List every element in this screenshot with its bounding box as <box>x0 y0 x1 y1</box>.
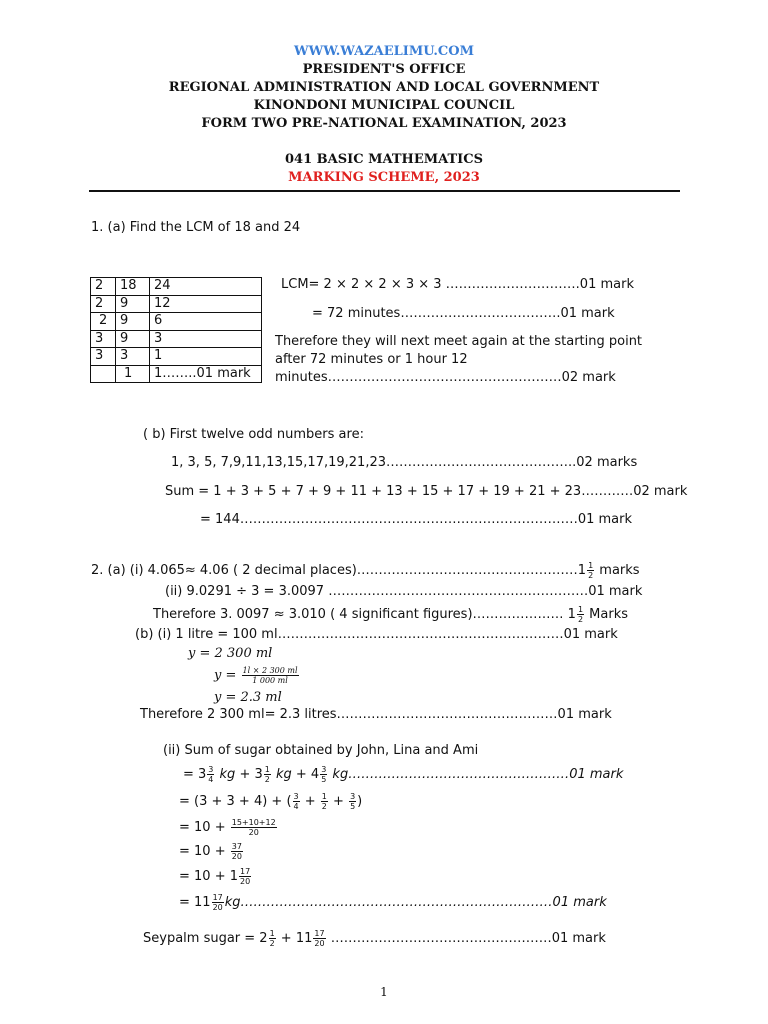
sugar-sum-step-2: = (3 + 3 + 4) + ( $\frac{3}{4}$ + $\frac{1}{2}$ + $\frac{3}{5}$ ) <box>179 792 363 811</box>
q1-conclusion-line-2: after 72 minutes or 1 hour 12 <box>275 352 468 367</box>
fraction: $\frac{1l \times 2 300 ml}{1 000 ml}$ <box>242 666 298 685</box>
y-equation-2: y = $\frac{1l \times 2 300 ml}{1 000 ml}$ <box>214 666 298 685</box>
sugar-sum-step-5: = 10 + 1 $\frac{17}{20}$ <box>179 867 251 886</box>
website-link[interactable]: WWW.WAZAELIMU.COM <box>294 44 474 59</box>
table-cell: 2 <box>91 295 116 313</box>
table-cell: 9 <box>116 313 150 331</box>
litres-conclusion: Therefore 2 300 ml= 2.3 litres……………………………………………01 mark <box>140 707 612 722</box>
table-row <box>91 295 262 313</box>
q2-b-ii: (ii) Sum of sugar obtained by John, Lina and Ami <box>163 743 479 758</box>
table-cell: 3 <box>116 348 150 366</box>
table-cell: 2 <box>91 278 116 296</box>
q1-conclusion-line-1: Therefore they will next meet again at the starting point <box>275 334 643 349</box>
sugar-sum-step-1: = 3 $\frac{3}{4}$ kg + 3 $\frac{1}{2}$ kg + 4 $\frac{3}{5}$ kg……………………………………………01 mark <box>183 765 624 784</box>
y-equation-1: y = 2 300 ml <box>188 646 273 661</box>
table-cell: 1 <box>116 365 150 383</box>
q2-a-i: 2. (a) (i) 4.065≈ 4.06 ( 2 decimal places)……………………………………………1 $\frac{1}{2}$ marks <box>91 561 640 580</box>
marking-scheme-title: MARKING SCHEME, 2023 <box>288 170 480 185</box>
fraction: $\frac{1}{2}$ <box>588 561 594 580</box>
q1-a-question: 1. (a) Find the LCM of 18 and 24 <box>91 220 301 235</box>
sugar-sum-step-4: = 10 + $\frac{37}{20}$ <box>179 842 242 861</box>
table-row <box>91 330 262 348</box>
odd-numbers-list: 1, 3, 5, 7,9,11,13,15,17,19,21,23……………………………………..02 marks <box>171 455 638 470</box>
header-administration: REGIONAL ADMINISTRATION AND LOCAL GOVERNMENT <box>168 80 600 95</box>
seypalm-sugar: Seypalm sugar = 2 $\frac{1}{2}$ + 11 $\frac{17}{20}$ ……………………………………………01 mark <box>143 929 606 948</box>
table-cell: 6 <box>150 313 262 331</box>
header-office: PRESIDENT'S OFFICE <box>302 62 466 77</box>
table-cell: 1 <box>150 348 262 366</box>
q1-b-question: ( b) First twelve odd numbers are: <box>143 427 364 442</box>
q2-significant-figures: Therefore 3. 0097 ≈ 3.010 ( 4 significant figures)………………… 1 $\frac{1}{2}$ Marks <box>153 605 628 624</box>
table-cell: 2 <box>91 313 116 331</box>
sugar-sum-result: = 11 $\frac{17}{20}$ kg………………………………………………………………01 mark <box>179 893 607 912</box>
table-cell: 1……..01 mark <box>150 365 262 383</box>
table-cell: 3 <box>150 330 262 348</box>
sugar-sum-step-3: = 10 + $\frac{15+10+12}{20}$ <box>179 818 276 837</box>
page-number: 1 <box>380 985 388 999</box>
table-row <box>91 348 262 366</box>
table-cell: 3 <box>91 348 116 366</box>
table-row <box>91 365 262 383</box>
table-cell: 24 <box>150 278 262 296</box>
q2-b-i: (b) (i) 1 litre = 100 ml…………………………………………………………01 mark <box>135 627 618 642</box>
lcm-result: = 72 minutes……………………………….01 mark <box>312 306 615 321</box>
table-row <box>91 313 262 331</box>
table-cell: 3 <box>91 330 116 348</box>
y-equation-3: y = 2.3 ml <box>214 690 282 705</box>
subject-title: 041 BASIC MATHEMATICS <box>285 152 483 167</box>
lcm-working: LCM= 2 × 2 × 2 × 3 × 3 ………………………….01 mark <box>281 277 634 292</box>
q2-a-ii: (ii) 9.0291 ÷ 3 = 3.0097 ……………………………………………………01 mark <box>165 584 643 599</box>
fraction: $\frac{1}{2}$ <box>577 605 584 624</box>
table-cell: 12 <box>150 295 262 313</box>
table-cell: 18 <box>116 278 150 296</box>
odd-numbers-sum: Sum = 1 + 3 + 5 + 7 + 9 + 11 + 13 + 15 + 17 + 19 + 21 + 23…………02 mark <box>165 484 688 499</box>
table-cell: 9 <box>116 295 150 313</box>
table-cell: 9 <box>116 330 150 348</box>
header-exam: FORM TWO PRE-NATIONAL EXAMINATION, 2023 <box>201 116 567 131</box>
q1-conclusion-line-3: minutes………………………………………………02 mark <box>275 370 616 385</box>
table-cell <box>91 365 116 383</box>
sum-result: = 144……………………………………………………………………01 mark <box>200 512 633 527</box>
table-row <box>91 278 262 296</box>
header-divider <box>89 190 680 192</box>
header-council: KINONDONI MUNICIPAL COUNCIL <box>253 98 515 113</box>
lcm-division-table <box>90 277 262 383</box>
